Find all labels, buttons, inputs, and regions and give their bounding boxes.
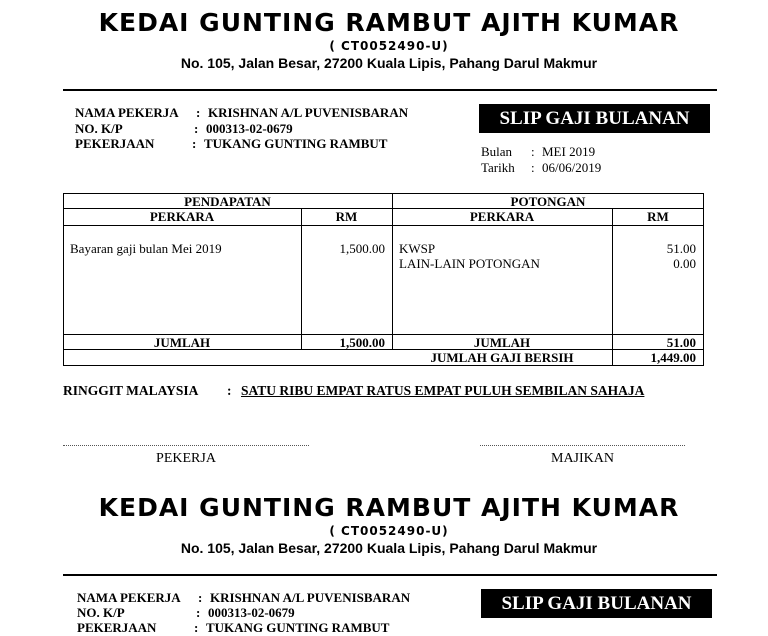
employee-ic-label: NO. K/P	[75, 121, 123, 136]
deductions-item-col: PERKARA	[469, 209, 535, 224]
slip-month-label: Bulan	[481, 144, 513, 159]
company-reg-no: ( CT0052490-U)	[329, 39, 449, 53]
header-divider-copy	[63, 574, 717, 576]
net-pay-value: 1,449.00	[650, 350, 696, 365]
employee-name-value-copy: KRISHNAN A/L PUVENISBARAN	[210, 590, 411, 605]
slip-date-value: 06/06/2019	[542, 160, 602, 175]
employee-name-sep: :	[196, 105, 201, 120]
employee-signature-label: PEKERJA	[156, 451, 216, 466]
deductions-total-label: JUMLAH	[473, 335, 531, 350]
earnings-item: Bayaran gaji bulan Mei 2019	[70, 241, 222, 256]
deductions-total-value: 51.00	[666, 335, 696, 350]
words-sep: :	[227, 383, 232, 398]
slip-date-label: Tarikh	[481, 160, 515, 175]
employee-ic-value-copy: 000313-02-0679	[208, 605, 295, 620]
deduction-amount: 0.00	[673, 256, 696, 271]
company-address: No. 105, Jalan Besar, 27200 Kuala Lipis, Pahang Darul Makmur	[180, 55, 598, 71]
company-address-copy: No. 105, Jalan Besar, 27200 Kuala Lipis, Pahang Darul Makmur	[180, 540, 598, 556]
earnings-item-col: PERKARA	[149, 209, 215, 224]
company-reg-no-copy: ( CT0052490-U)	[329, 524, 449, 538]
employee-job-label: PEKERJAAN	[75, 136, 155, 151]
deduction-item: LAIN-LAIN POTONGAN	[399, 256, 540, 271]
deductions-rm-col: RM	[647, 209, 669, 224]
words-value: SATU RIBU EMPAT RATUS EMPAT PULUH SEMBILAN SAHAJA	[241, 383, 645, 398]
deduction-amount: 51.00	[666, 241, 696, 256]
employee-name-sep-copy: :	[198, 590, 203, 605]
employee-ic-sep: :	[194, 121, 199, 136]
earnings-total-value: 1,500.00	[339, 335, 385, 350]
employee-name-value: KRISHNAN A/L PUVENISBARAN	[208, 105, 409, 120]
employee-signature-line	[63, 445, 309, 446]
earnings-rm-col: RM	[335, 209, 358, 224]
employee-ic-label-copy: NO. K/P	[77, 605, 125, 620]
earnings-amount: 1,500.00	[339, 241, 385, 256]
employee-job-value: TUKANG GUNTING RAMBUT	[204, 136, 388, 151]
words-label: RINGGIT MALAYSIA	[63, 383, 199, 398]
header-divider	[63, 89, 717, 91]
deduction-item: KWSP	[399, 241, 436, 256]
employee-ic-sep-copy: :	[196, 605, 201, 620]
slip-date-sep: :	[531, 160, 535, 175]
slip-title-badge-copy: SLIP GAJI BULANAN	[481, 589, 712, 618]
company-name: KEDAI GUNTING RAMBUT AJITH KUMAR	[98, 8, 680, 37]
employee-name-label: NAMA PEKERJA	[75, 105, 179, 120]
employer-signature-line	[480, 445, 685, 446]
employee-name-label-copy: NAMA PEKERJA	[77, 590, 181, 605]
employee-job-label-copy: PEKERJAAN	[77, 620, 157, 635]
net-pay-label: JUMLAH GAJI BERSIH	[430, 350, 574, 365]
slip-month-sep: :	[531, 144, 535, 159]
company-name-copy: KEDAI GUNTING RAMBUT AJITH KUMAR	[98, 493, 680, 522]
employee-job-value-copy: TUKANG GUNTING RAMBUT	[206, 620, 390, 635]
employee-job-sep-copy: :	[194, 620, 199, 635]
employer-signature-label: MAJIKAN	[551, 451, 614, 466]
earnings-header: PENDAPATAN	[184, 194, 271, 209]
employee-ic-value: 000313-02-0679	[206, 121, 293, 136]
earnings-total-label: JUMLAH	[153, 335, 211, 350]
deductions-header: POTONGAN	[510, 194, 586, 209]
employee-job-sep: :	[192, 136, 197, 151]
slip-title-badge: SLIP GAJI BULANAN	[479, 104, 710, 133]
slip-month-value: MEI 2019	[542, 144, 596, 159]
